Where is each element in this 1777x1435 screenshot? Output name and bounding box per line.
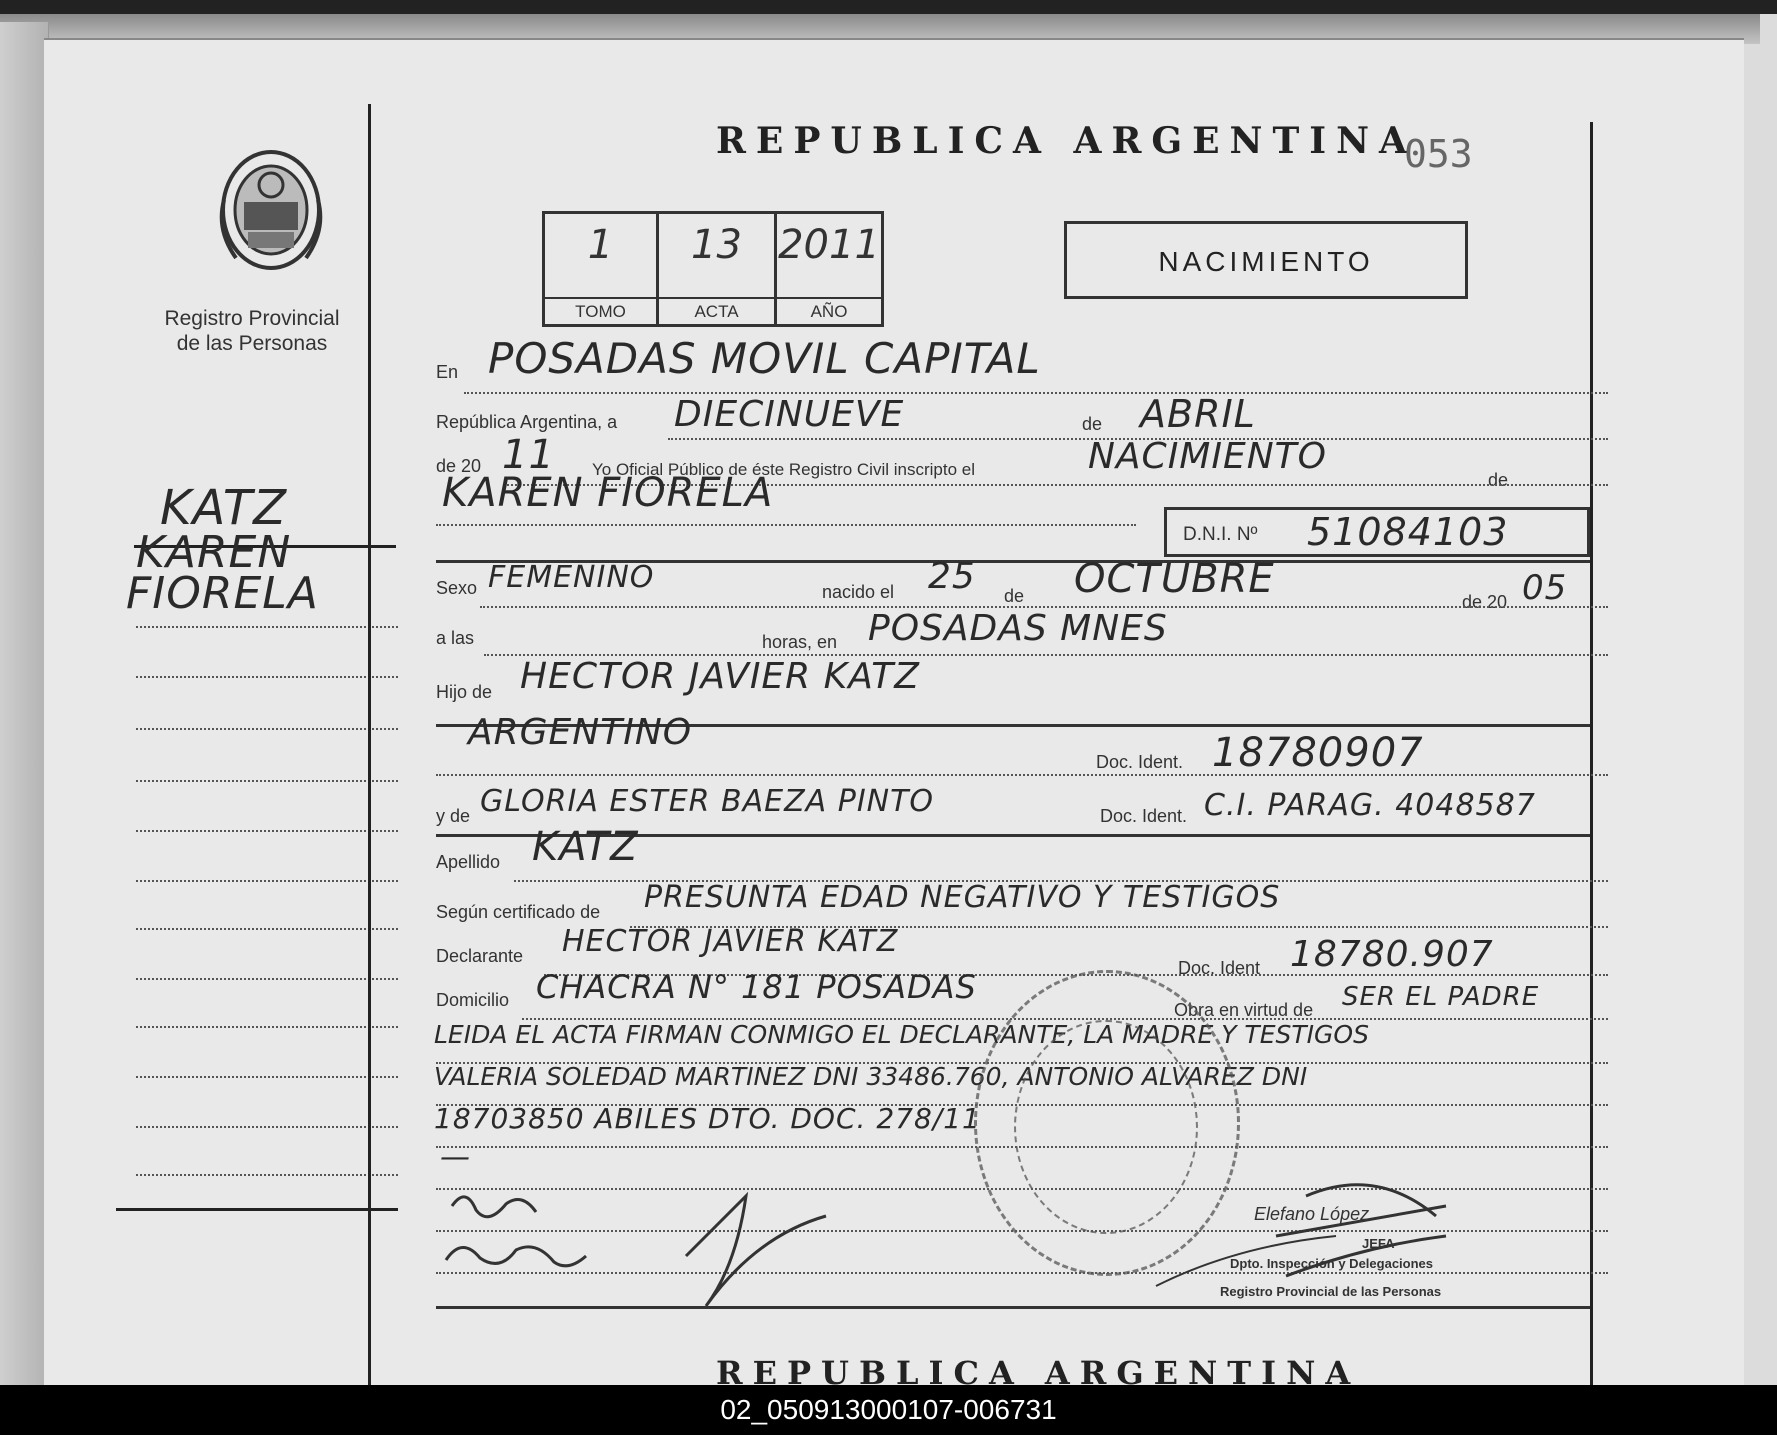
- ano-cell: [777, 214, 881, 324]
- de-label: de: [1082, 414, 1103, 434]
- sexo-label: Sexo: [436, 578, 478, 598]
- domicilio-value: CHACRA N° 181 POSADAS: [536, 968, 977, 1006]
- file-id-bar: [0, 1385, 1777, 1435]
- observaciones-linea-3: 18703850 ABILES DTO. DOC. 278/11: [434, 1102, 981, 1135]
- madre-value: GLORIA ESTER BAEZA PINTO: [480, 784, 935, 819]
- tomo-label: TOMO: [545, 297, 656, 322]
- declarante-label: Declarante: [436, 946, 524, 966]
- anio-prefix: de 20: [436, 456, 482, 476]
- tomo-value: 1: [587, 222, 614, 268]
- padre-nacionalidad: ARGENTINO: [468, 712, 693, 753]
- acta-value: 13: [691, 222, 742, 268]
- acta-label: ACTA: [659, 297, 774, 322]
- next-page-title: REPUBLICA ARGENTINA: [716, 1354, 1361, 1385]
- file-id: 02_050913000107-006731: [720, 1394, 1057, 1425]
- lugar-nacimiento-value: POSADAS MNES: [868, 608, 1168, 649]
- margin-line: [136, 1126, 398, 1128]
- margin-line: [136, 978, 398, 980]
- certificado-label: Según certificado de: [436, 902, 601, 922]
- obra-label: Obra en virtud de: [1174, 1000, 1314, 1020]
- dni-value: 51084103: [1307, 510, 1509, 554]
- observaciones-linea-2: VALERIA SOLEDAD MARTINEZ DNI 33486.760, ANTONIO ALVAREZ DNI: [434, 1062, 1308, 1091]
- oficial-label: Yo Oficial Público de éste Registro Civil inscripto el: [592, 460, 975, 479]
- tomo-cell: [545, 214, 659, 324]
- margin-first-name: KAREN: [136, 527, 292, 578]
- record-type-box: [1064, 221, 1468, 299]
- official-title: JEFA: [1362, 1236, 1395, 1251]
- obra-value: SER EL PADRE: [1342, 982, 1540, 1012]
- inscripto-value: NACIMIENTO: [1088, 436, 1327, 477]
- anio-value: 11: [502, 432, 555, 478]
- margin-line: [136, 1174, 398, 1176]
- official-registry: Registro Provincial de las Personas: [1220, 1284, 1442, 1299]
- padre-doc-value: 18780907: [1212, 730, 1424, 776]
- scan-top-edge: [0, 0, 1777, 14]
- nacimiento-mes: OCTUBRE: [1074, 556, 1275, 602]
- margin-bottom-rule: [116, 1208, 398, 1211]
- previous-page-edge: [0, 22, 49, 1385]
- horas-label: horas, en: [762, 632, 838, 652]
- apellido-value: KATZ: [532, 824, 639, 870]
- domicilio-label: Domicilio: [436, 990, 510, 1010]
- margin-line: [136, 928, 398, 930]
- ano-label: AÑO: [777, 297, 881, 322]
- acta-cell: [659, 214, 777, 324]
- nombre-value: KAREN FIORELA: [442, 470, 774, 516]
- madre-doc-value: C.I. PARAG. 4048587: [1204, 788, 1536, 823]
- ano-value: 2011: [778, 222, 880, 268]
- en-label: En: [436, 362, 459, 382]
- margin-line: [136, 780, 398, 782]
- yde-label: y de: [436, 806, 471, 826]
- margin-line: [136, 728, 398, 730]
- republica-label: República Argentina, a: [436, 412, 618, 432]
- line-nombre: [436, 524, 1136, 526]
- alas-label: a las: [436, 628, 475, 648]
- certificado-value: PRESUNTA EDAD NEGATIVO Y TESTIGOS: [644, 880, 1281, 915]
- margin-line: [136, 830, 398, 832]
- line-en: [464, 392, 1608, 394]
- observaciones-linea-1: LEIDA EL ACTA FIRMAN CONMIGO EL DECLARANTE, LA MADRE Y TESTIGOS: [434, 1020, 1369, 1049]
- left-form-border: [368, 104, 371, 1385]
- margin-middle-name: FIORELA: [126, 568, 319, 619]
- record-box: [542, 211, 884, 327]
- padre-doc-label: Doc. Ident.: [1096, 752, 1184, 772]
- page-number: 053: [1404, 132, 1473, 176]
- official-department: Dpto. Inspección y Delegaciones: [1230, 1256, 1433, 1271]
- declarante-doc-value: 18780.907: [1290, 934, 1494, 975]
- sexo-value: FEMENINO: [488, 560, 655, 595]
- line-padre-doc: [436, 774, 1608, 776]
- de-label-2: de: [1488, 470, 1509, 490]
- mes-value: ABRIL: [1140, 392, 1256, 436]
- document-title: REPUBLICA ARGENTINA: [716, 120, 1417, 162]
- nacimiento-anio: 05: [1522, 568, 1568, 608]
- apellido-label: Apellido: [436, 852, 501, 872]
- declarante-value: HECTOR JAVIER KATZ: [562, 924, 899, 959]
- birth-certificate-page: [44, 38, 1744, 1385]
- official-name: Elefano López: [1254, 1204, 1370, 1224]
- dni-box: [1164, 507, 1590, 557]
- nacimiento-anio-prefix: de 20: [1462, 592, 1508, 612]
- madre-doc-label: Doc. Ident.: [1100, 806, 1188, 826]
- provincial-seal-icon: [206, 140, 336, 280]
- observaciones-linea-4: —: [440, 1140, 471, 1175]
- nacimiento-dia: 25: [928, 556, 976, 597]
- declarante-doc-label: Doc. Ident: [1178, 958, 1261, 978]
- agency-name: Registro Provincial de las Personas: [164, 307, 340, 355]
- margin-line: [136, 1076, 398, 1078]
- margin-line: [136, 676, 398, 678]
- record-type: NACIMIENTO: [1158, 246, 1374, 277]
- margin-surname: KATZ: [160, 480, 288, 536]
- nacido-label: nacido el: [822, 582, 895, 602]
- hijo-label: Hijo de: [436, 682, 493, 702]
- dia-value: DIECINUEVE: [674, 394, 905, 435]
- margin-line: [136, 880, 398, 882]
- margin-line: [136, 626, 398, 628]
- dni-label: D.N.I. Nº: [1183, 524, 1258, 545]
- lugar-registro-value: POSADAS MOVIL CAPITAL: [488, 334, 1041, 383]
- nacimiento-de-label: de: [1004, 586, 1025, 606]
- margin-line: [136, 1026, 398, 1028]
- padre-value: HECTOR JAVIER KATZ: [520, 656, 920, 697]
